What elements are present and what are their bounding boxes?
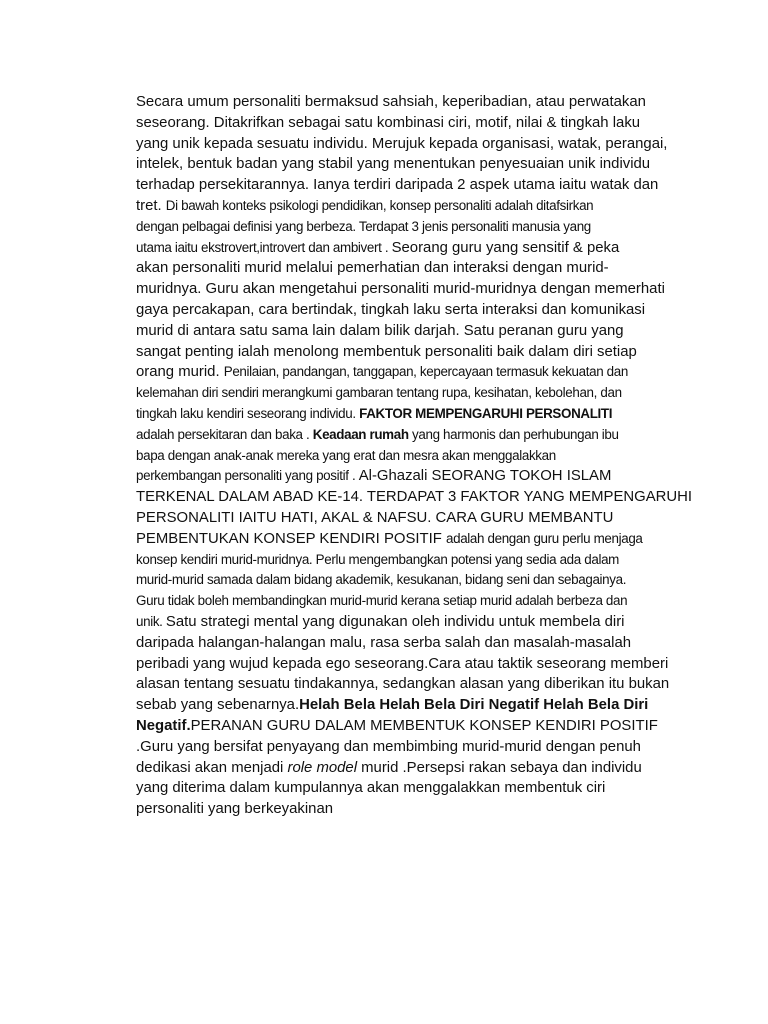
text-line xyxy=(136,674,696,695)
text-segment: personaliti yang berkeyakinan xyxy=(136,801,334,818)
text-segment: utama iaitu ekstrovert,introvert dan ambivert . xyxy=(136,239,392,255)
text-line xyxy=(136,737,696,758)
text-segment: gaya percakapan, cara bertindak, tingkah laku serta interaksi dan komunikasi xyxy=(136,301,646,318)
text-segment: Al-Ghazali SEORANG TOKOH ISLAM xyxy=(358,468,612,485)
text-line xyxy=(136,446,696,467)
text-line xyxy=(136,570,696,591)
text-segment: daripada halangan-halangan malu, rasa serba salah dan masalah-masalah xyxy=(136,634,632,651)
body-text xyxy=(136,92,696,820)
text-line xyxy=(136,633,696,654)
bold-text: FAKTOR MEMPENGARUHI PERSONALITI xyxy=(359,405,613,421)
text-line xyxy=(136,695,696,716)
text-line xyxy=(136,238,696,259)
text-line xyxy=(136,92,696,113)
text-line xyxy=(136,196,696,217)
text-segment: Penilaian, pandangan, tanggapan, kepercayaan termasuk kekuatan dan xyxy=(223,364,628,380)
text-line xyxy=(136,529,696,550)
text-segment: unik. xyxy=(136,613,166,629)
text-line xyxy=(136,425,696,446)
text-line xyxy=(136,113,696,134)
text-line xyxy=(136,466,696,487)
text-segment: PERSONALITI IAITU HATI, AKAL & NAFSU. CARA GURU MEMBANTU xyxy=(136,509,614,526)
text-segment: orang murid. xyxy=(136,364,224,381)
text-segment: yang unik kepada sesuatu individu. Merujuk kepada organisasi, watak, perangai, xyxy=(136,135,668,152)
text-line xyxy=(136,550,696,571)
text-line xyxy=(136,154,696,175)
text-segment: TERKENAL DALAM ABAD KE-14. TERDAPAT 3 FAKTOR YANG MEMPENGARUHI xyxy=(136,489,693,506)
italic-text: role model xyxy=(287,759,358,776)
text-line xyxy=(136,778,696,799)
text-segment: murid di antara satu sama lain dalam bilik darjah. Satu peranan guru yang xyxy=(136,322,624,339)
text-segment: tret. xyxy=(136,197,166,214)
text-line xyxy=(136,321,696,342)
text-segment: perkembangan personaliti yang positif . xyxy=(136,468,359,484)
text-line xyxy=(136,591,696,612)
text-segment: .Guru yang bersifat penyayang dan membimbing murid-murid dengan penuh xyxy=(136,738,641,755)
bold-text: Helah Bela Helah Bela Diri Negatif Helah Bela Diri xyxy=(299,697,649,714)
text-segment: PERANAN GURU DALAM MEMBENTUK KONSEP KENDIRI POSITIF xyxy=(190,717,658,734)
text-segment: Satu strategi mental yang digunakan oleh individu untuk membela diri xyxy=(165,613,625,630)
text-segment: murid-murid samada dalam bidang akademik, kesukanan, bidang seni dan sebagainya. xyxy=(136,572,627,588)
bold-text: Negatif. xyxy=(136,717,191,734)
text-line xyxy=(136,300,696,321)
text-segment: murid .Persepsi rakan sebaya dan individu xyxy=(357,759,642,776)
text-segment: dedikasi akan menjadi xyxy=(136,759,288,776)
text-line xyxy=(136,362,696,383)
text-segment: adalah persekitaran dan baka . xyxy=(136,426,313,442)
text-segment: Seorang guru yang sensitif & peka xyxy=(391,239,620,256)
text-segment: Secara umum personaliti bermaksud sahsiah, keperibadian, atau perwatakan xyxy=(136,94,646,110)
text-segment: alasan tentang sesuatu tindakannya, sedangkan alasan yang diberikan itu bukan xyxy=(136,676,670,693)
text-segment: akan personaliti murid melalui pemerhatian dan interaksi dengan murid- xyxy=(136,260,609,277)
text-line xyxy=(136,716,696,737)
text-line xyxy=(136,134,696,155)
text-segment: kelemahan diri sendiri merangkumi gambaran tentang rupa, kesihatan, kebolehan, dan xyxy=(136,385,622,401)
text-line xyxy=(136,175,696,196)
text-segment: PEMBENTUKAN KONSEP KENDIRI POSITIF xyxy=(136,530,447,547)
text-line xyxy=(136,258,696,279)
text-line xyxy=(136,383,696,404)
text-line xyxy=(136,799,696,820)
text-segment: Di bawah konteks psikologi pendidikan, konsep personaliti adalah ditafsirkan xyxy=(165,197,594,213)
text-line xyxy=(136,217,696,238)
text-segment: sangat penting ialah menolong membentuk personaliti baik dalam diri setiap xyxy=(136,343,637,360)
text-line xyxy=(136,612,696,633)
text-line xyxy=(136,487,696,508)
text-segment: Guru tidak boleh membandingkan murid-murid kerana setiap murid adalah berbeza dan xyxy=(136,593,628,609)
text-segment: konsep kendiri murid-muridnya. Perlu mengembangkan potensi yang sedia ada dalam xyxy=(136,551,619,567)
text-segment: tingkah laku kendiri seseorang individu. xyxy=(136,405,360,421)
text-segment: adalah dengan guru perlu menjaga xyxy=(446,530,643,546)
text-segment: sebab yang sebenarnya. xyxy=(136,697,300,714)
text-segment: muridnya. Guru akan mengetahui personaliti murid-muridnya dengan memerhati xyxy=(136,281,665,298)
text-segment: peribadi yang wujud kepada ego seseorang.Cara atau taktik seseorang memberi xyxy=(136,655,669,672)
text-segment: bapa dengan anak-anak mereka yang erat dan mesra akan menggalakkan xyxy=(136,447,556,463)
text-segment: dengan pelbagai definisi yang berbeza. Terdapat 3 jenis personaliti manusia yang xyxy=(136,218,591,234)
text-segment: terhadap persekitarannya. Ianya terdiri daripada 2 aspek utama iaitu watak dan xyxy=(136,177,659,194)
text-line xyxy=(136,508,696,529)
text-segment: intelek, bentuk badan yang stabil yang menentukan penyesuaian unik individu xyxy=(136,156,651,173)
text-line xyxy=(136,654,696,675)
text-line xyxy=(136,758,696,779)
text-line xyxy=(136,404,696,425)
text-line xyxy=(136,342,696,363)
text-segment: yang diterima dalam kumpulannya akan menggalakkan membentuk ciri xyxy=(136,780,606,797)
text-line xyxy=(136,279,696,300)
bold-text: Keadaan rumah xyxy=(312,426,409,442)
text-segment: yang harmonis dan perhubungan ibu xyxy=(408,426,619,442)
text-segment: seseorang. Ditakrifkan sebagai satu kombinasi ciri, motif, nilai & tingkah laku xyxy=(136,114,641,131)
